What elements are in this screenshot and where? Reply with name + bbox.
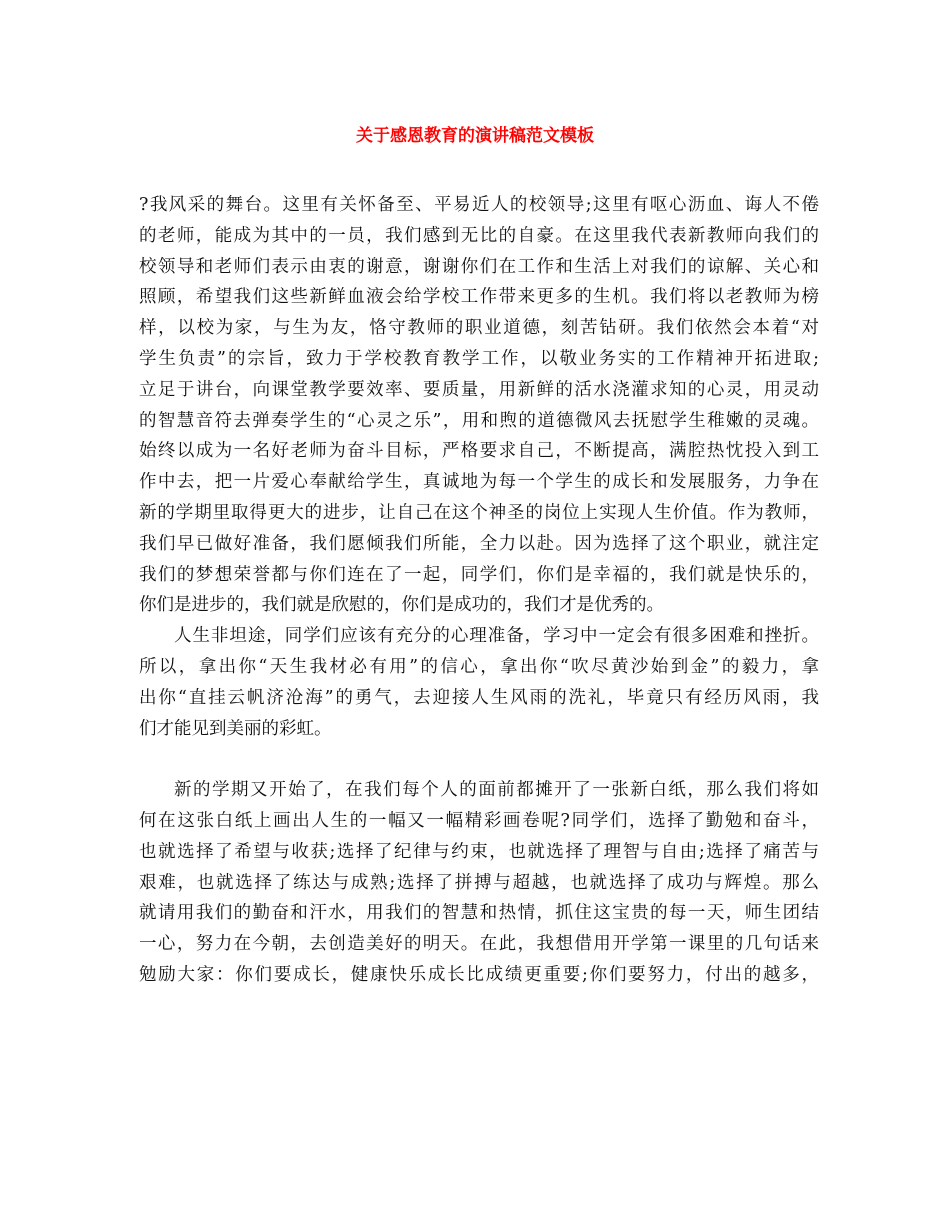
text-line: 我们的梦想荣誉都与你们连在了一起，同学们，你们是幸福的，我们就是快乐的， (139, 564, 819, 585)
text-line: 新的学期里取得更大的进步，让自己在这个神圣的岗位上实现人生价值。作为教师， (139, 502, 819, 523)
text-line: ?我风采的舞台。这里有关怀备至、平易近人的校领导;这里有呕心沥血、诲人不倦 (139, 195, 819, 215)
body-text (139, 190, 819, 991)
paragraph-first-line: 人生非坦途，同学们应该有充分的心理准备，学习中一定会有很多困难和挫折。 (174, 626, 819, 647)
text-line: 就请用我们的勤奋和汗水，用我们的智慧和热情，抓住这宝贵的每一天，师生团结 (139, 903, 819, 924)
text-line: 始终以成为一名好老师为奋斗目标，严格要求自己，不断提高，满腔热忱投入到工 (139, 441, 819, 462)
page-title: 关于感恩教育的演讲稿范文模板 (356, 126, 594, 146)
text-line: 学生负责”的宗旨，致力于学校教育教学工作，以敬业务实的工作精神开拓进取; (139, 348, 819, 369)
text-line: 们才能见到美丽的彩虹。 (139, 718, 332, 739)
text-line: 艰难，也就选择了练达与成熟;选择了拼搏与超越，也就选择了成功与辉煌。那么 (139, 872, 819, 893)
text-line: 也就选择了希望与收获;选择了纪律与约束，也就选择了理智与自由;选择了痛苦与 (139, 841, 819, 862)
text-line: 出你“直挂云帆济沧海”的勇气，去迎接人生风雨的洗礼，毕竟只有经历风雨，我 (139, 687, 819, 708)
text-line: 的智慧音符去弹奏学生的“心灵之乐”，用和煦的道德微风去抚慰学生稚嫩的灵魂。 (139, 410, 819, 431)
text-line: 你们是进步的，我们就是欣慰的，你们是成功的，我们才是优秀的。 (139, 595, 664, 616)
text-line: 立足于讲台，向课堂教学要效率、要质量，用新鲜的活水浇灌求知的心灵，用灵动 (139, 379, 819, 400)
paragraph-spacer (139, 744, 819, 775)
text-line: 一心，努力在今朝，去创造美好的明天。在此，我想借用开学第一课里的几句话来 (139, 934, 819, 955)
text-line: 所以，拿出你“天生我材必有用”的信心，拿出你“吹尽黄沙始到金”的毅力，拿 (139, 656, 819, 677)
text-line: 何在这张白纸上画出人生的一幅又一幅精彩画卷呢?同学们，选择了勤勉和奋斗， (139, 810, 819, 831)
text-line: 照顾，希望我们这些新鲜血液会给学校工作带来更多的生机。我们将以老教师为榜 (139, 287, 819, 308)
text-line: 作中去，把一片爱心奉献给学生，真诚地为每一个学生的成长和发展服务，力争在 (139, 472, 819, 493)
text-line: 样，以校为家，与生为友，恪守教师的职业道德，刻苦钻研。我们依然会本着“对 (139, 318, 819, 339)
paragraph-first-line: 新的学期又开始了，在我们每个人的面前都摊开了一张新白纸，那么我们将如 (174, 780, 819, 801)
text-line: 我们早已做好准备，我们愿倾我们所能，全力以赴。因为选择了这个职业，就注定 (139, 533, 819, 554)
text-line: 勉励大家：你们要成长，健康快乐成长比成绩更重要;你们要努力，付出的越多， (139, 964, 819, 985)
text-line: 校领导和老师们表示由衷的谢意，谢谢你们在工作和生活上对我们的谅解、关心和 (139, 256, 819, 277)
text-line: 的老师，能成为其中的一员，我们感到无比的自豪。在这里我代表新教师向我们的 (139, 225, 819, 246)
